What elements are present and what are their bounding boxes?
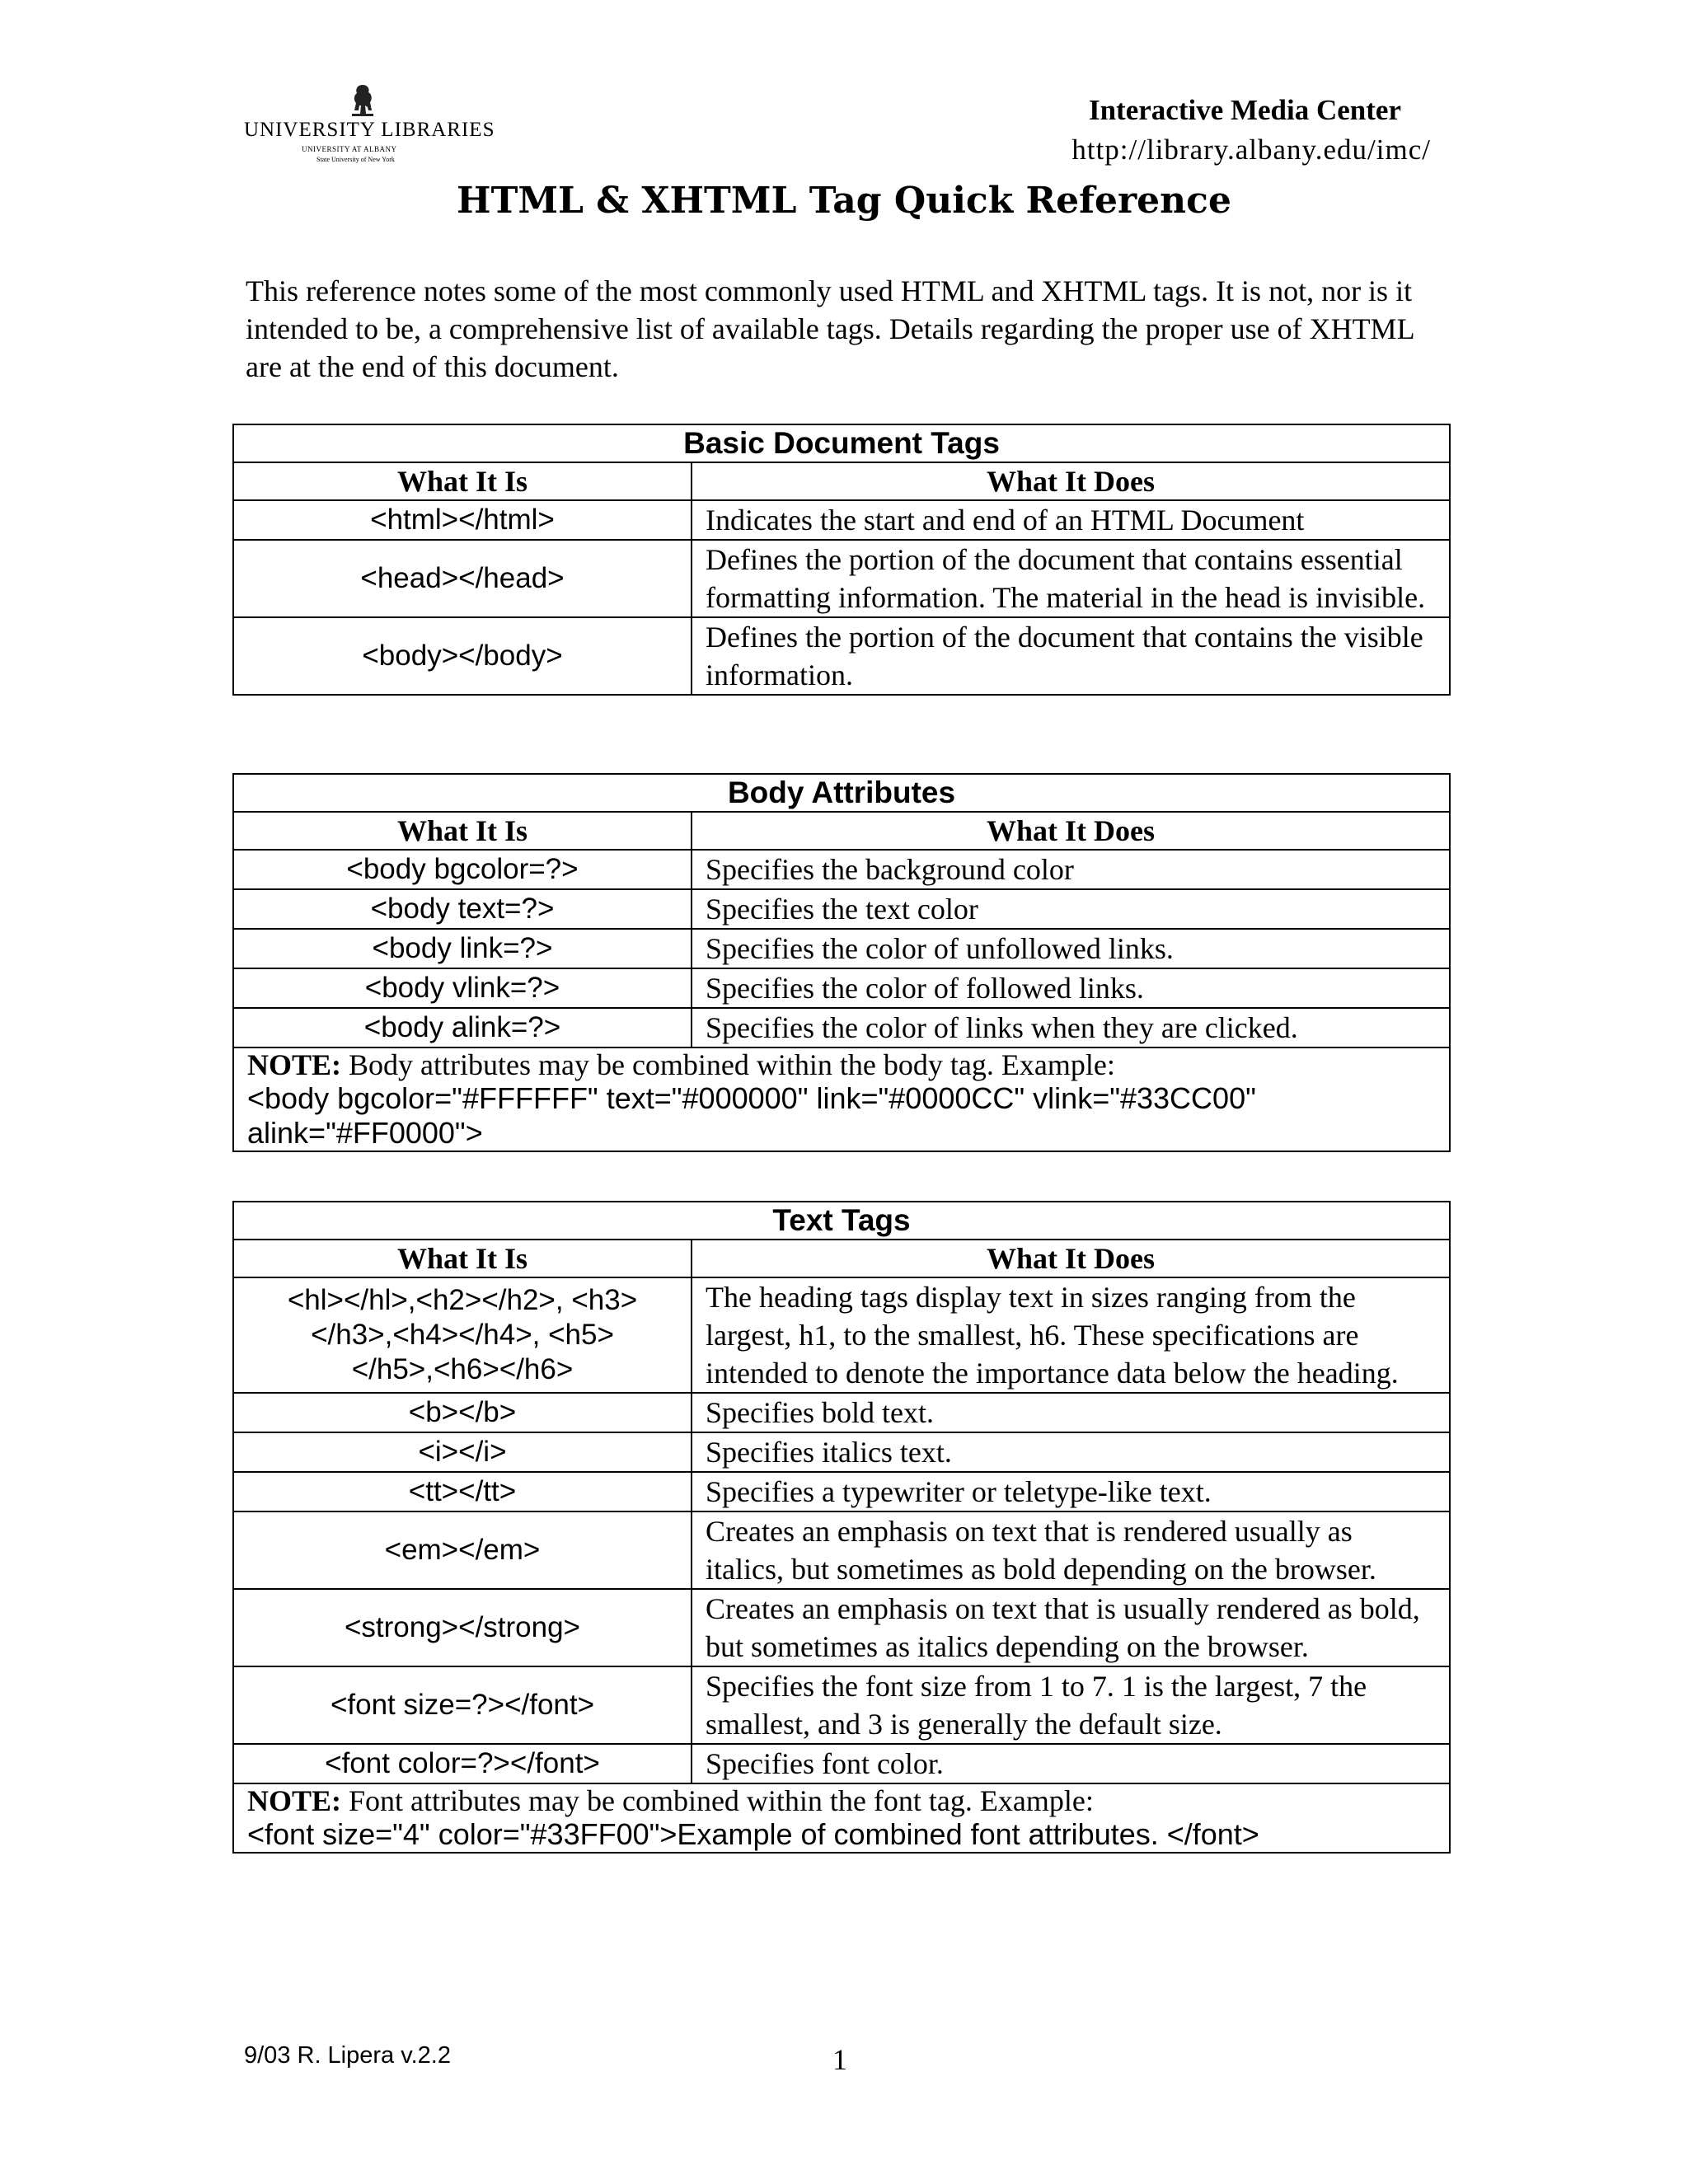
description-cell: Specifies font color.: [692, 1744, 1450, 1783]
description-cell: Specifies bold text.: [692, 1393, 1450, 1432]
minerva-emblem-icon: [348, 82, 377, 117]
column-header-what-it-is: What It Is: [233, 812, 692, 850]
table-row: [233, 1432, 1450, 1472]
document-title: HTML & XHTML Tag Quick Reference: [457, 180, 1231, 222]
basic-document-tags-table: [232, 424, 1451, 696]
description-cell: Specifies italics text.: [692, 1432, 1450, 1472]
description-cell: The heading tags display text in sizes ranging from the largest, h1, to the smallest, h6. These specifications are intended to denote the importance data below the heading.: [692, 1277, 1450, 1393]
table-row: [233, 1008, 1450, 1047]
note-text: Font attributes may be combined within the font tag. Example:: [341, 1784, 1094, 1817]
logo-name: UNIVERSITY LIBRARIES: [244, 119, 495, 141]
description-cell: Specifies the color of unfollowed links.: [692, 929, 1450, 968]
center-url-link[interactable]: http://library.albany.edu/imc/: [1071, 134, 1431, 166]
footer-version: 9/03 R. Lipera v.2.2: [244, 2042, 451, 2069]
description-cell: Specifies the color of followed links.: [692, 968, 1450, 1008]
tag-cell: <i></i>: [233, 1432, 692, 1472]
table-title: Body Attributes: [233, 774, 1450, 812]
note-label: NOTE:: [247, 1784, 342, 1817]
description-cell: Specifies the color of links when they are clicked.: [692, 1008, 1450, 1047]
body-attributes-table: [232, 773, 1451, 1152]
tag-cell: <html></html>: [233, 500, 692, 540]
tag-cell: <body vlink=?>: [233, 968, 692, 1008]
column-header-what-it-is: What It Is: [233, 462, 692, 500]
description-cell: Specifies the background color: [692, 850, 1450, 889]
center-name: Interactive Media Center: [1088, 94, 1401, 126]
column-header-what-it-does: What It Does: [692, 462, 1450, 500]
column-header-what-it-does: What It Does: [692, 1240, 1450, 1277]
note-label: NOTE:: [247, 1048, 342, 1081]
logo-subtitle: UNIVERSITY AT ALBANY: [302, 145, 397, 153]
table-row: [233, 850, 1450, 889]
table-row: [233, 929, 1450, 968]
tag-cell: <body bgcolor=?>: [233, 850, 692, 889]
tag-cell: <body></body>: [233, 617, 692, 695]
intro-paragraph: This reference notes some of the most commonly used HTML and XHTML tags. It is not, nor is it intended to be, a comprehensive list of available tags. Details regarding the proper use of XHTML are at the end of this document.: [246, 274, 1414, 383]
column-header-what-it-does: What It Does: [692, 812, 1450, 850]
description-cell: Defines the portion of the document that contains the visible information.: [692, 617, 1450, 695]
tag-cell: <strong></strong>: [233, 1589, 692, 1666]
tag-cell: <b></b>: [233, 1393, 692, 1432]
description-cell: Creates an emphasis on text that is usually rendered as bold, but sometimes as italics depending on the browser.: [692, 1589, 1450, 1666]
table-row: [233, 540, 1450, 617]
logo-subtitle-2: State University of New York: [316, 156, 395, 163]
tag-cell: <font size=?></font>: [233, 1666, 692, 1744]
table-row: [233, 1744, 1450, 1783]
tag-cell: <em></em>: [233, 1511, 692, 1589]
table-row: [233, 500, 1450, 540]
table-note: [233, 1783, 1450, 1853]
description-cell: Specifies the text color: [692, 889, 1450, 929]
description-cell: Specifies a typewriter or teletype-like text.: [692, 1472, 1450, 1511]
university-libraries-logo: [244, 82, 495, 173]
table-row: [233, 968, 1450, 1008]
table-title: Text Tags: [233, 1202, 1450, 1240]
table-row: [233, 1511, 1450, 1589]
tag-cell: <head></head>: [233, 540, 692, 617]
table-row: [233, 1393, 1450, 1432]
tag-cell: <hl></hl>,<h2></h2>, <h3></h3>,<h4></h4>, <h5></h5>,<h6></h6>: [233, 1277, 692, 1393]
note-example: <body bgcolor="#FFFFFF" text="#000000" link="#0000CC" vlink="#33CC00" alink="#FF0000">: [247, 1081, 1256, 1150]
tag-cell: <body link=?>: [233, 929, 692, 968]
table-row: [233, 1666, 1450, 1744]
table-row: [233, 1277, 1450, 1393]
description-cell: Indicates the start and end of an HTML Document: [692, 500, 1450, 540]
tag-cell: <body text=?>: [233, 889, 692, 929]
tag-cell: <body alink=?>: [233, 1008, 692, 1047]
table-row: [233, 1589, 1450, 1666]
table-row: [233, 889, 1450, 929]
description-cell: Specifies the font size from 1 to 7. 1 is the largest, 7 the smallest, and 3 is generally the default size.: [692, 1666, 1450, 1744]
table-title: Basic Document Tags: [233, 424, 1450, 462]
description-cell: Creates an emphasis on text that is rendered usually as italics, but sometimes as bold depending on the browser.: [692, 1511, 1450, 1589]
tag-cell: <font color=?></font>: [233, 1744, 692, 1783]
table-row: [233, 617, 1450, 695]
description-cell: Defines the portion of the document that contains essential formatting information. The material in the head is invisible.: [692, 540, 1450, 617]
tag-cell: <tt></tt>: [233, 1472, 692, 1511]
column-header-what-it-is: What It Is: [233, 1240, 692, 1277]
table-row: [233, 1472, 1450, 1511]
note-example: <font size="4" color="#33FF00">Example of combined font attributes. </font>: [247, 1817, 1259, 1851]
text-tags-table: [232, 1201, 1451, 1854]
table-note: [233, 1047, 1450, 1151]
note-text: Body attributes may be combined within the body tag. Example:: [341, 1048, 1115, 1081]
page-number: 1: [832, 2043, 847, 2076]
